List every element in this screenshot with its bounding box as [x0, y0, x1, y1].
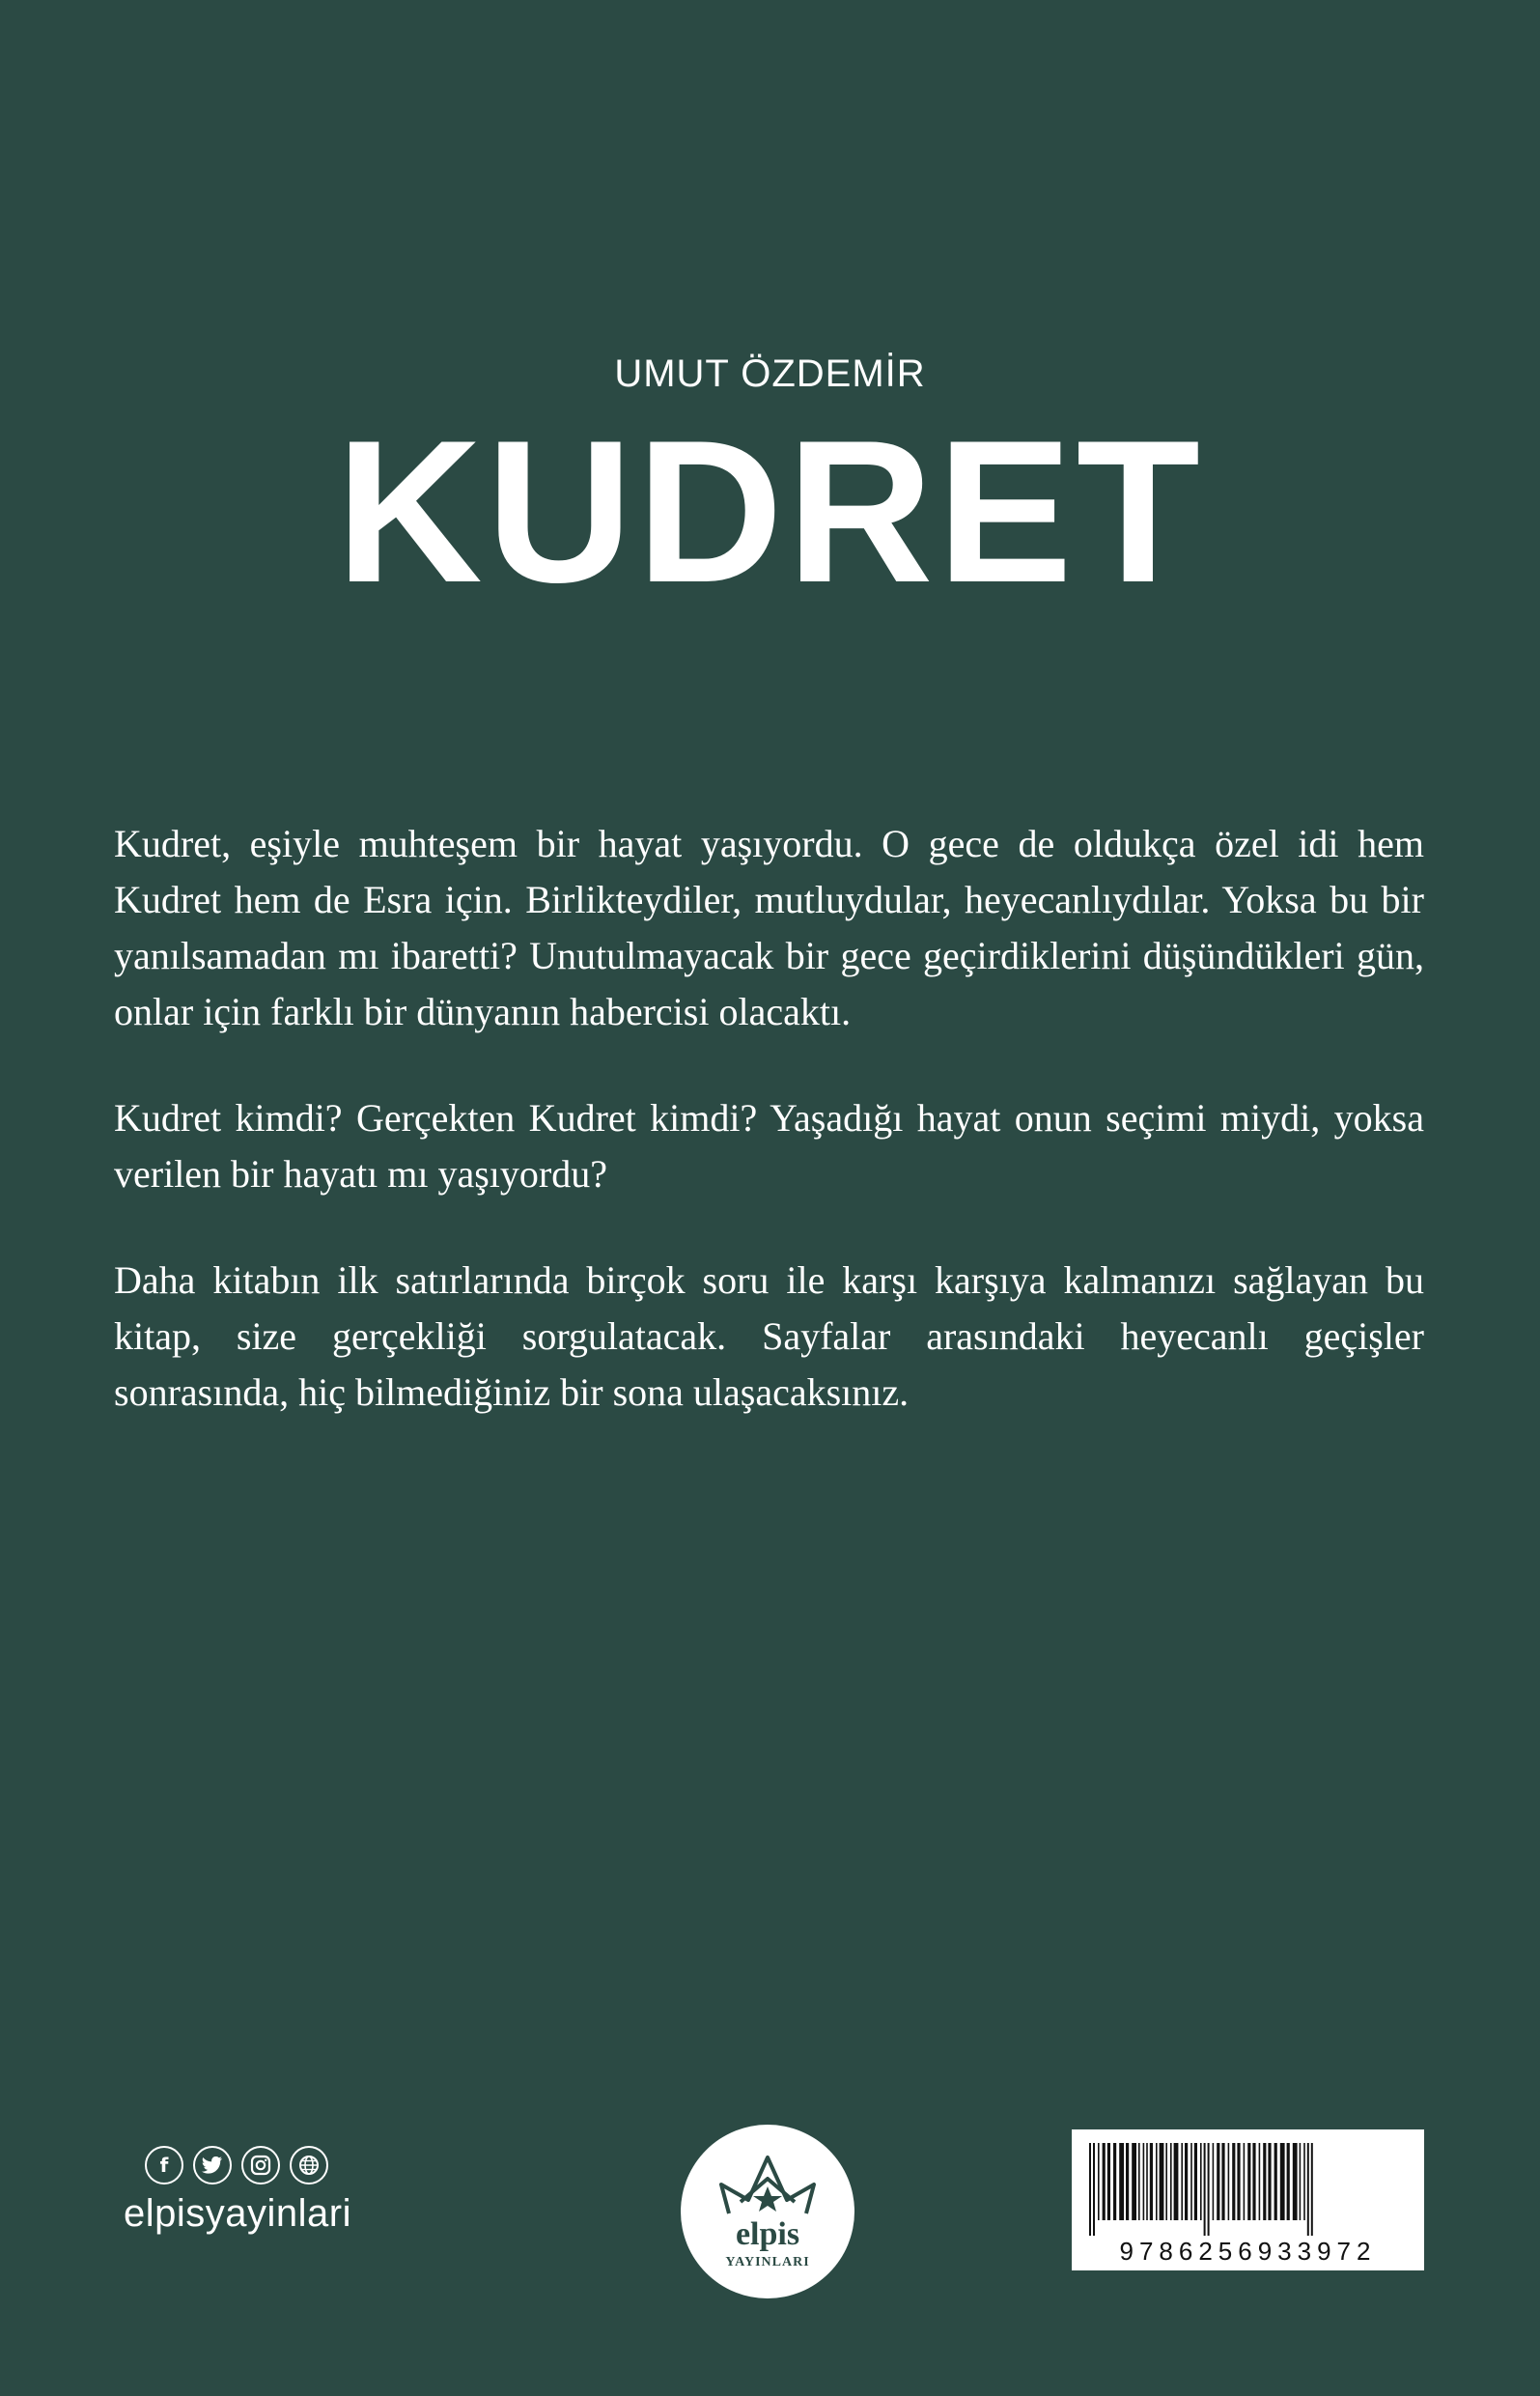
barcode-bar — [1150, 2143, 1153, 2220]
barcode-bar — [1307, 2143, 1309, 2236]
barcode-bar — [1138, 2143, 1140, 2220]
barcode-bar — [1113, 2143, 1116, 2220]
barcode-bar — [1208, 2143, 1210, 2236]
barcode-bar — [1170, 2143, 1172, 2220]
barcode-bar — [1268, 2143, 1271, 2220]
barcode-bar — [1143, 2143, 1145, 2220]
blurb-paragraph-2: Kudret kimdi? Gerçekten Kudret kimdi? Yaşadığı hayat onun seçimi miydi, yoksa verilen bir hayatı mı yaşıyordu? — [114, 1096, 1424, 1196]
isbn-number: 9786256933972 — [1119, 2237, 1377, 2266]
barcode-bar — [1217, 2143, 1219, 2220]
barcode-bar — [1274, 2143, 1277, 2220]
barcode-bar — [1221, 2143, 1224, 2220]
blurb-paragraph-1: Kudret, eşiyle muhteşem bir hayat yaşıyordu. O gece de oldukça özel idi hem Kudret hem de Esra için. Birlikteydiler, mutluydular, heyecanlıydılar. Yoksa bu bir yanılsamadan mı ibaretti? Unutulmayacak bir gece geçirdiklerini düşündükleri gün, onlar için farklı bir dünyanın habercisi olacaktı. — [114, 822, 1424, 1033]
barcode-bar — [1303, 2143, 1305, 2220]
barcode-bar — [1146, 2143, 1148, 2220]
barcode-bar — [1093, 2143, 1095, 2236]
social-handle: elpisyayinlari — [124, 2192, 351, 2235]
back-cover-blurb — [114, 816, 1424, 1471]
barcode-bar — [1126, 2143, 1129, 2220]
barcode-bar — [1089, 2143, 1091, 2236]
publisher-logo — [681, 2125, 854, 2298]
barcode-bar — [1098, 2143, 1100, 2220]
barcode-bar — [1107, 2143, 1110, 2220]
social-media-block — [124, 2146, 351, 2236]
barcode-bar — [1247, 2143, 1250, 2220]
barcode-bar — [1181, 2143, 1183, 2220]
instagram-icon — [241, 2146, 280, 2185]
barcode-bar — [1252, 2143, 1255, 2220]
isbn-barcode — [1072, 2129, 1424, 2270]
star-icon — [753, 2186, 782, 2212]
barcode-bar — [1165, 2143, 1167, 2220]
publisher-name: elpis — [735, 2216, 800, 2252]
barcode-bar — [1311, 2143, 1313, 2236]
barcode-bar — [1293, 2143, 1298, 2220]
barcode-bar — [1287, 2143, 1290, 2220]
barcode-bar — [1103, 2143, 1106, 2220]
barcode-bar — [1244, 2143, 1246, 2220]
barcode-bar — [1263, 2143, 1266, 2220]
book-title: KUDRET — [336, 398, 1204, 625]
barcode-bar — [1228, 2143, 1230, 2220]
barcode-bar — [1194, 2143, 1197, 2220]
blurb-paragraph-3: Daha kitabın ilk satırlarında birçok soru ile karşı karşıya kalmanızı sağlayan bu kitap, size gerçekliği sorgulatacak. Sayfalar arasındaki heyecanlı geçişler sonrasında, hiç bilmediğiniz bir sona ulaşacaksınız. — [114, 1258, 1424, 1414]
barcode-bar — [1160, 2143, 1164, 2220]
barcode-bar — [1213, 2143, 1215, 2220]
barcode-bar — [1190, 2143, 1192, 2220]
barcode-bar — [1259, 2143, 1261, 2220]
publisher-sub: YAYINLARI — [725, 2255, 810, 2269]
barcode-bar — [1232, 2143, 1235, 2220]
barcode-bar — [1280, 2143, 1285, 2220]
web-icon — [290, 2146, 328, 2185]
author-name: UMUT ÖZDEMİR — [614, 352, 926, 395]
barcode-bar — [1156, 2143, 1158, 2220]
barcode-bar — [1132, 2143, 1136, 2220]
twitter-icon — [193, 2146, 232, 2185]
barcode-bar — [1200, 2143, 1202, 2220]
barcode-bar — [1237, 2143, 1240, 2220]
barcode-bar — [1119, 2143, 1124, 2220]
barcode-bar — [1185, 2143, 1188, 2220]
facebook-icon: f — [145, 2146, 183, 2185]
barcode-bars — [1085, 2143, 1411, 2236]
barcode-bar — [1174, 2143, 1179, 2220]
barcode-bar — [1204, 2143, 1206, 2236]
barcode-bar — [1300, 2143, 1302, 2220]
